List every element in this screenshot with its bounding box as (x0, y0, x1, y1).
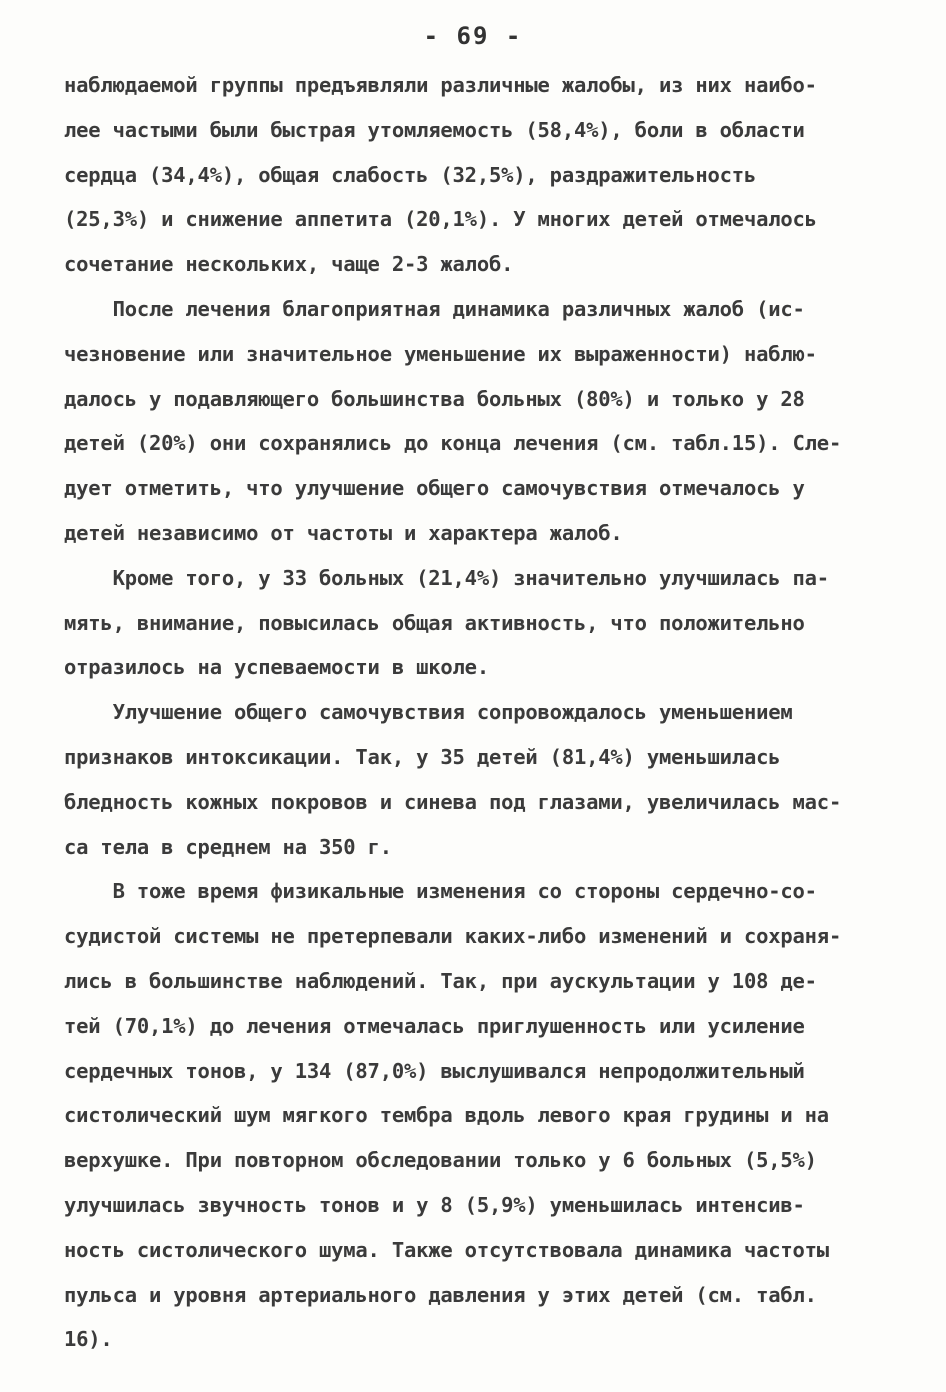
text-line: мять, внимание, повысилась общая активность, что положительно (64, 610, 805, 635)
text-line: сердечных тонов, у 134 (87,0%) выслушивался непродолжительный (64, 1058, 805, 1083)
paragraph (64, 690, 888, 869)
text-line: систолический шум мягкого тембра вдоль левого края грудины и на (64, 1103, 829, 1128)
paragraph (64, 869, 888, 1362)
text-line: лее частыми были быстрая утомляемость (58,4%), боли в области (64, 117, 805, 142)
text-line: са тела в среднем на 350 г. (64, 834, 392, 859)
text-line: улучшилась звучность тонов и у 8 (5,9%) уменьшилась интенсив- (64, 1192, 805, 1217)
paragraph (64, 63, 888, 287)
text-line: отразилось на успеваемости в школе. (64, 655, 489, 680)
text-line: После лечения благоприятная динамика различных жалоб (ис- (64, 296, 805, 321)
text-line: Улучшение общего самочувствия сопровождалось уменьшением (64, 700, 793, 725)
text-line: детей (20%) они сохранялись до конца лечения (см. табл.15). Сле- (64, 431, 842, 456)
text-line: детей независимо от частоты и характера жалоб. (64, 520, 623, 545)
body-text (64, 63, 888, 1362)
text-line: признаков интоксикации. Так, у 35 детей (81,4%) уменьшилась (64, 744, 781, 769)
text-line: ность систолического шума. Также отсутствовала динамика частоты (64, 1237, 829, 1262)
text-line: дует отметить, что улучшение общего самочувствия отмечалось у (64, 476, 805, 501)
paragraph (64, 556, 888, 690)
text-line: далось у подавляющего большинства больных (80%) и только у 28 (64, 386, 805, 411)
text-line: 16). (64, 1327, 113, 1352)
text-line: тей (70,1%) до лечения отмечалась приглушенность или усиление (64, 1013, 805, 1038)
text-line: (25,3%) и снижение аппетита (20,1%). У многих детей отмечалось (64, 207, 817, 232)
text-line: лись в большинстве наблюдений. Так, при аускультации у 108 де- (64, 968, 817, 993)
text-line: наблюдаемой группы предъявляли различные жалобы, из них наибо- (64, 73, 817, 97)
text-line: В тоже время физикальные изменения со стороны сердечно-со- (64, 879, 817, 904)
text-line: верхушке. При повторном обследовании только у 6 больных (5,5%) (64, 1148, 817, 1173)
page-number: - 69 - (423, 22, 523, 50)
text-line: пульса и уровня артериального давления у этих детей (см. табл. (64, 1282, 817, 1307)
text-line: сочетание нескольких, чаще 2-3 жалоб. (64, 252, 514, 277)
text-line: сердца (34,4%), общая слабость (32,5%), раздражительность (64, 162, 757, 187)
text-line: Кроме того, у 33 больных (21,4%) значительно улучшилась па- (64, 565, 829, 590)
text-line: бледность кожных покровов и синева под глазами, увеличилась мас- (64, 789, 842, 814)
paragraph (64, 287, 888, 556)
text-line: чезновение или значительное уменьшение их выраженности) наблю- (64, 341, 817, 366)
text-line: судистой системы не претерпевали каких-либо изменений и сохраня- (64, 924, 842, 949)
